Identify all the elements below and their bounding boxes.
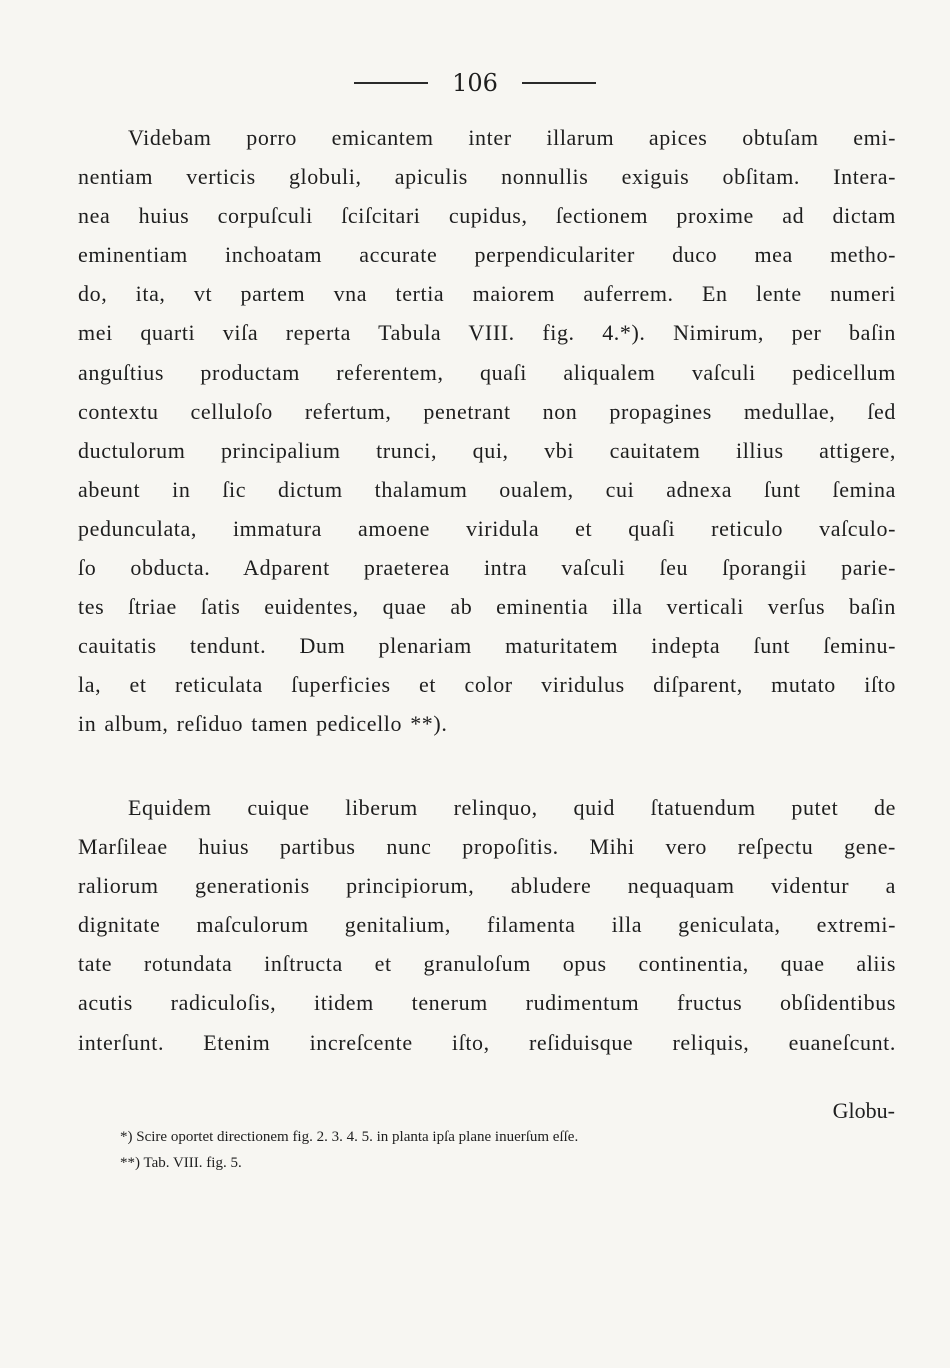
text-line: eminentiam inchoatam accurate perpendiculariter duco mea metho- <box>78 242 896 268</box>
text-line: mei quarti viſa reperta Tabula VIII. fig. 4.*). Nimirum, per baſin <box>78 320 896 346</box>
catchword: Globu- <box>832 1098 895 1123</box>
header-rule-right <box>522 82 596 84</box>
text-line: acutis radiculoſis, itidem tenerum rudimentum fructus obſidentibus <box>78 990 896 1016</box>
text-line: tes ſtriae ſatis euidentes, quae ab eminentia illa verticali verſus baſin <box>78 594 896 620</box>
text-line: la, et reticulata ſuperficies et color viridulus diſparent, mutato iſto <box>78 672 896 698</box>
text-line: tate rotundata inſtructa et granuloſum opus continentia, quae aliis <box>78 951 896 977</box>
text-line: raliorum generationis principiorum, abludere nequaquam videntur a <box>78 873 896 899</box>
text-line: ſo obducta. Adparent praeterea intra vaſculi ſeu ſporangii parie- <box>78 555 896 581</box>
text-line: do, ita, vt partem vna tertia maiorem auferrem. En lente numeri <box>78 281 896 307</box>
page-header <box>0 68 950 98</box>
paragraph-2 <box>78 788 896 1062</box>
text-line: nentiam verticis globuli, apiculis nonnullis exiguis obſitam. Intera- <box>78 164 896 190</box>
text-line: Videbam porro emicantem inter illarum apices obtuſam emi- <box>128 125 896 150</box>
header-rule-left <box>354 82 428 84</box>
text-line: dignitate maſculorum genitalium, filamenta illa geniculata, extremi- <box>78 912 896 938</box>
footnotes <box>120 1124 820 1176</box>
text-line: Equidem cuique liberum relinquo, quid ſtatuendum putet de <box>128 795 896 820</box>
footnote: *) Scire oportet directionem fig. 2. 3. 4. 5. in planta ipſa plane inuerſum eſſe. <box>120 1129 579 1145</box>
text-line: in album, reſiduo tamen pedicello **). <box>78 711 448 737</box>
text-line: contextu celluloſo refertum, penetrant non propagines medullae, ſed <box>78 398 896 424</box>
paragraph-1 <box>78 118 896 744</box>
text-line: ductulorum principalium trunci, qui, vbi cauitatem illius attigere, <box>78 437 896 463</box>
page-number: 106 <box>452 69 498 97</box>
text-line: pedunculata, immatura amoene viridula et quaſi reticulo vaſculo- <box>78 515 896 541</box>
text-line: interſunt. Etenim increſcente iſto, reſiduisque reliquis, euaneſcunt. <box>78 1029 896 1055</box>
text-line: Marſileae huius partibus nunc propoſitis. Mihi vero reſpectu gene- <box>78 834 896 860</box>
text-line: anguſtius productam referentem, quaſi aliqualem vaſculi pedicellum <box>78 359 896 385</box>
text-line: nea huius corpuſculi ſciſcitari cupidus, ſectionem proxime ad dictam <box>78 203 896 229</box>
footnote: **) Tab. VIII. fig. 5. <box>120 1155 242 1171</box>
text-line: cauitatis tendunt. Dum plenariam maturitatem indepta ſunt ſeminu- <box>78 633 896 659</box>
text-line: abeunt in ſic dictum thalamum oualem, cui adnexa ſunt ſemina <box>78 476 896 502</box>
